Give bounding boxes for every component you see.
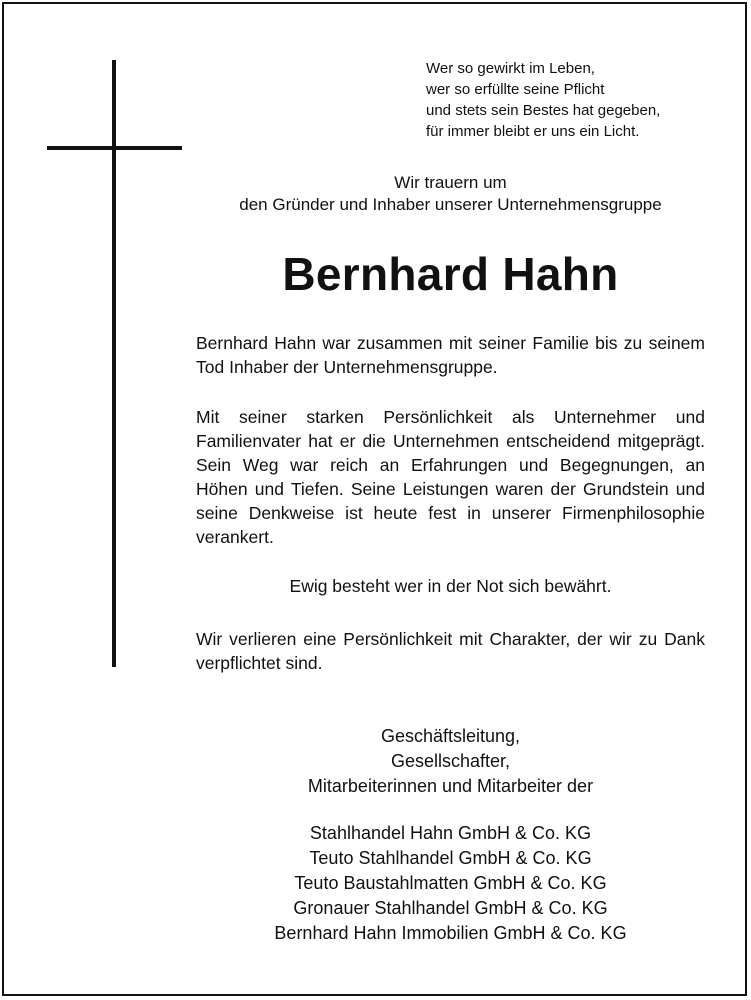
intro-line: Wir trauern um bbox=[394, 173, 507, 192]
signer-line: Geschäftsleitung, bbox=[380, 726, 521, 746]
signers-block bbox=[196, 724, 705, 799]
signer-line: Gesellschafter, bbox=[390, 751, 511, 771]
company-name: Gronauer Stahlhandel GmbH & Co. KG bbox=[293, 898, 608, 918]
poem-line: Wer so gewirkt im Leben, bbox=[426, 60, 595, 77]
company-name: Bernhard Hahn Immobilien GmbH & Co. KG bbox=[274, 923, 627, 943]
paragraph-personality: Mit seiner starken Persönlichkeit als Unternehmer und Familienvater hat er die Unternehmen entscheidend mitgeprägt. Sein Weg war reich an Erfahrungen und Begegnungen, an Höhen und Tiefen. Seine Leistungen waren der Grundstein und seine Denkweise ist heute fest in unserer Firmenphilosophie verankert. bbox=[196, 407, 705, 547]
deceased-name: Bernhard Hahn bbox=[282, 248, 619, 300]
company-name: Teuto Baustahlmatten GmbH & Co. KG bbox=[294, 873, 607, 893]
poem-line: wer so erfüllte seine Pflicht bbox=[426, 81, 605, 98]
company-name: Teuto Stahlhandel GmbH & Co. KG bbox=[309, 848, 592, 868]
paragraph-ownership: Bernhard Hahn war zusammen mit seiner Familie bis zu seinem Tod Inhaber der Unternehmensgruppe. bbox=[196, 333, 705, 377]
mourning-intro bbox=[196, 172, 705, 216]
intro-line: den Gründer und Inhaber unserer Unternehmensgruppe bbox=[239, 195, 662, 214]
memorial-quote: Ewig besteht wer in der Not sich bewährt. bbox=[289, 576, 612, 596]
cross-icon-horizontal bbox=[47, 146, 182, 150]
company-list bbox=[196, 821, 705, 946]
signer-line: Mitarbeiterinnen und Mitarbeiter der bbox=[307, 776, 594, 796]
memorial-poem bbox=[426, 58, 660, 142]
poem-line: für immer bleibt er uns ein Licht. bbox=[426, 123, 640, 140]
company-name: Stahlhandel Hahn GmbH & Co. KG bbox=[309, 823, 592, 843]
paragraph-gratitude: Wir verlieren eine Persönlichkeit mit Charakter, der wir zu Dank verpflichtet sind. bbox=[196, 629, 705, 673]
poem-line: und stets sein Bestes hat gegeben, bbox=[426, 102, 661, 119]
cross-icon-vertical bbox=[112, 60, 116, 667]
